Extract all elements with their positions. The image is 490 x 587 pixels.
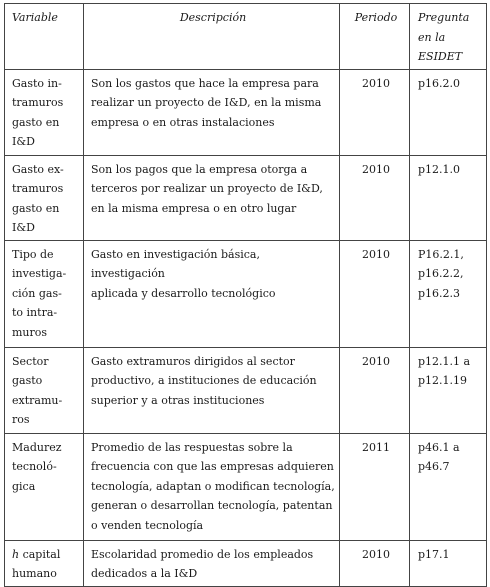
header-descripcion: Descripción (84, 4, 340, 70)
header-pregunta: Pregunta en la ESIDET (410, 4, 487, 70)
cell-pregunta: p46.1 a p46.7 (410, 433, 487, 540)
table-row (5, 347, 487, 433)
table-row (5, 69, 487, 155)
table-row (5, 240, 487, 347)
cell-pregunta: p17.1 (410, 540, 487, 586)
cell-pregunta: p16.2.0 (410, 69, 487, 155)
cell-descripcion: Gasto extramuros dirigidos al sector productivo, a instituciones de educación superior y a otras instituciones (84, 347, 340, 433)
cell-pregunta: p12.1.0 (410, 155, 487, 240)
cell-periodo: 2010 (340, 540, 410, 586)
cell-descripcion: Escolaridad promedio de los empleados dedicados a la I&D (84, 540, 340, 586)
cell-variable: Madurez tecnoló- gica (5, 433, 84, 540)
cell-periodo: 2010 (340, 155, 410, 240)
cell-periodo: 2011 (340, 433, 410, 540)
table-row (5, 433, 487, 540)
header-variable: Variable (5, 4, 84, 70)
cell-variable: Tipo de investiga- ción gas- to intra- muros (5, 240, 84, 347)
header-periodo: Periodo (340, 4, 410, 70)
cell-variable: h capital humano (5, 540, 84, 586)
table-row (5, 155, 487, 240)
cell-descripcion: Son los pagos que la empresa otorga a terceros por realizar un proyecto de I&D, en la misma empresa o en otro lugar (84, 155, 340, 240)
variables-table (4, 3, 487, 587)
cell-pregunta: P16.2.1, p16.2.2, p16.2.3 (410, 240, 487, 347)
table-row (5, 540, 487, 586)
cell-periodo: 2010 (340, 240, 410, 347)
cell-variable: Gasto in- tramuros gasto en I&D (5, 69, 84, 155)
cell-pregunta: p12.1.1 a p12.1.19 (410, 347, 487, 433)
cell-variable: Sector gasto extramu- ros (5, 347, 84, 433)
cell-descripcion: Gasto en investigación básica, investigación aplicada y desarrollo tecnológico (84, 240, 340, 347)
header-row (5, 4, 487, 70)
cell-variable: Gasto ex- tramuros gasto en I&D (5, 155, 84, 240)
cell-periodo: 2010 (340, 69, 410, 155)
cell-descripcion: Son los gastos que hace la empresa para realizar un proyecto de I&D, en la misma empresa o en otras instalaciones (84, 69, 340, 155)
cell-periodo: 2010 (340, 347, 410, 433)
cell-descripcion: Promedio de las respuestas sobre la frecuencia con que las empresas adquieren tecnología, adaptan o modifican tecnología, generan o desarrollan tecnología, patentan o venden tecnología (84, 433, 340, 540)
